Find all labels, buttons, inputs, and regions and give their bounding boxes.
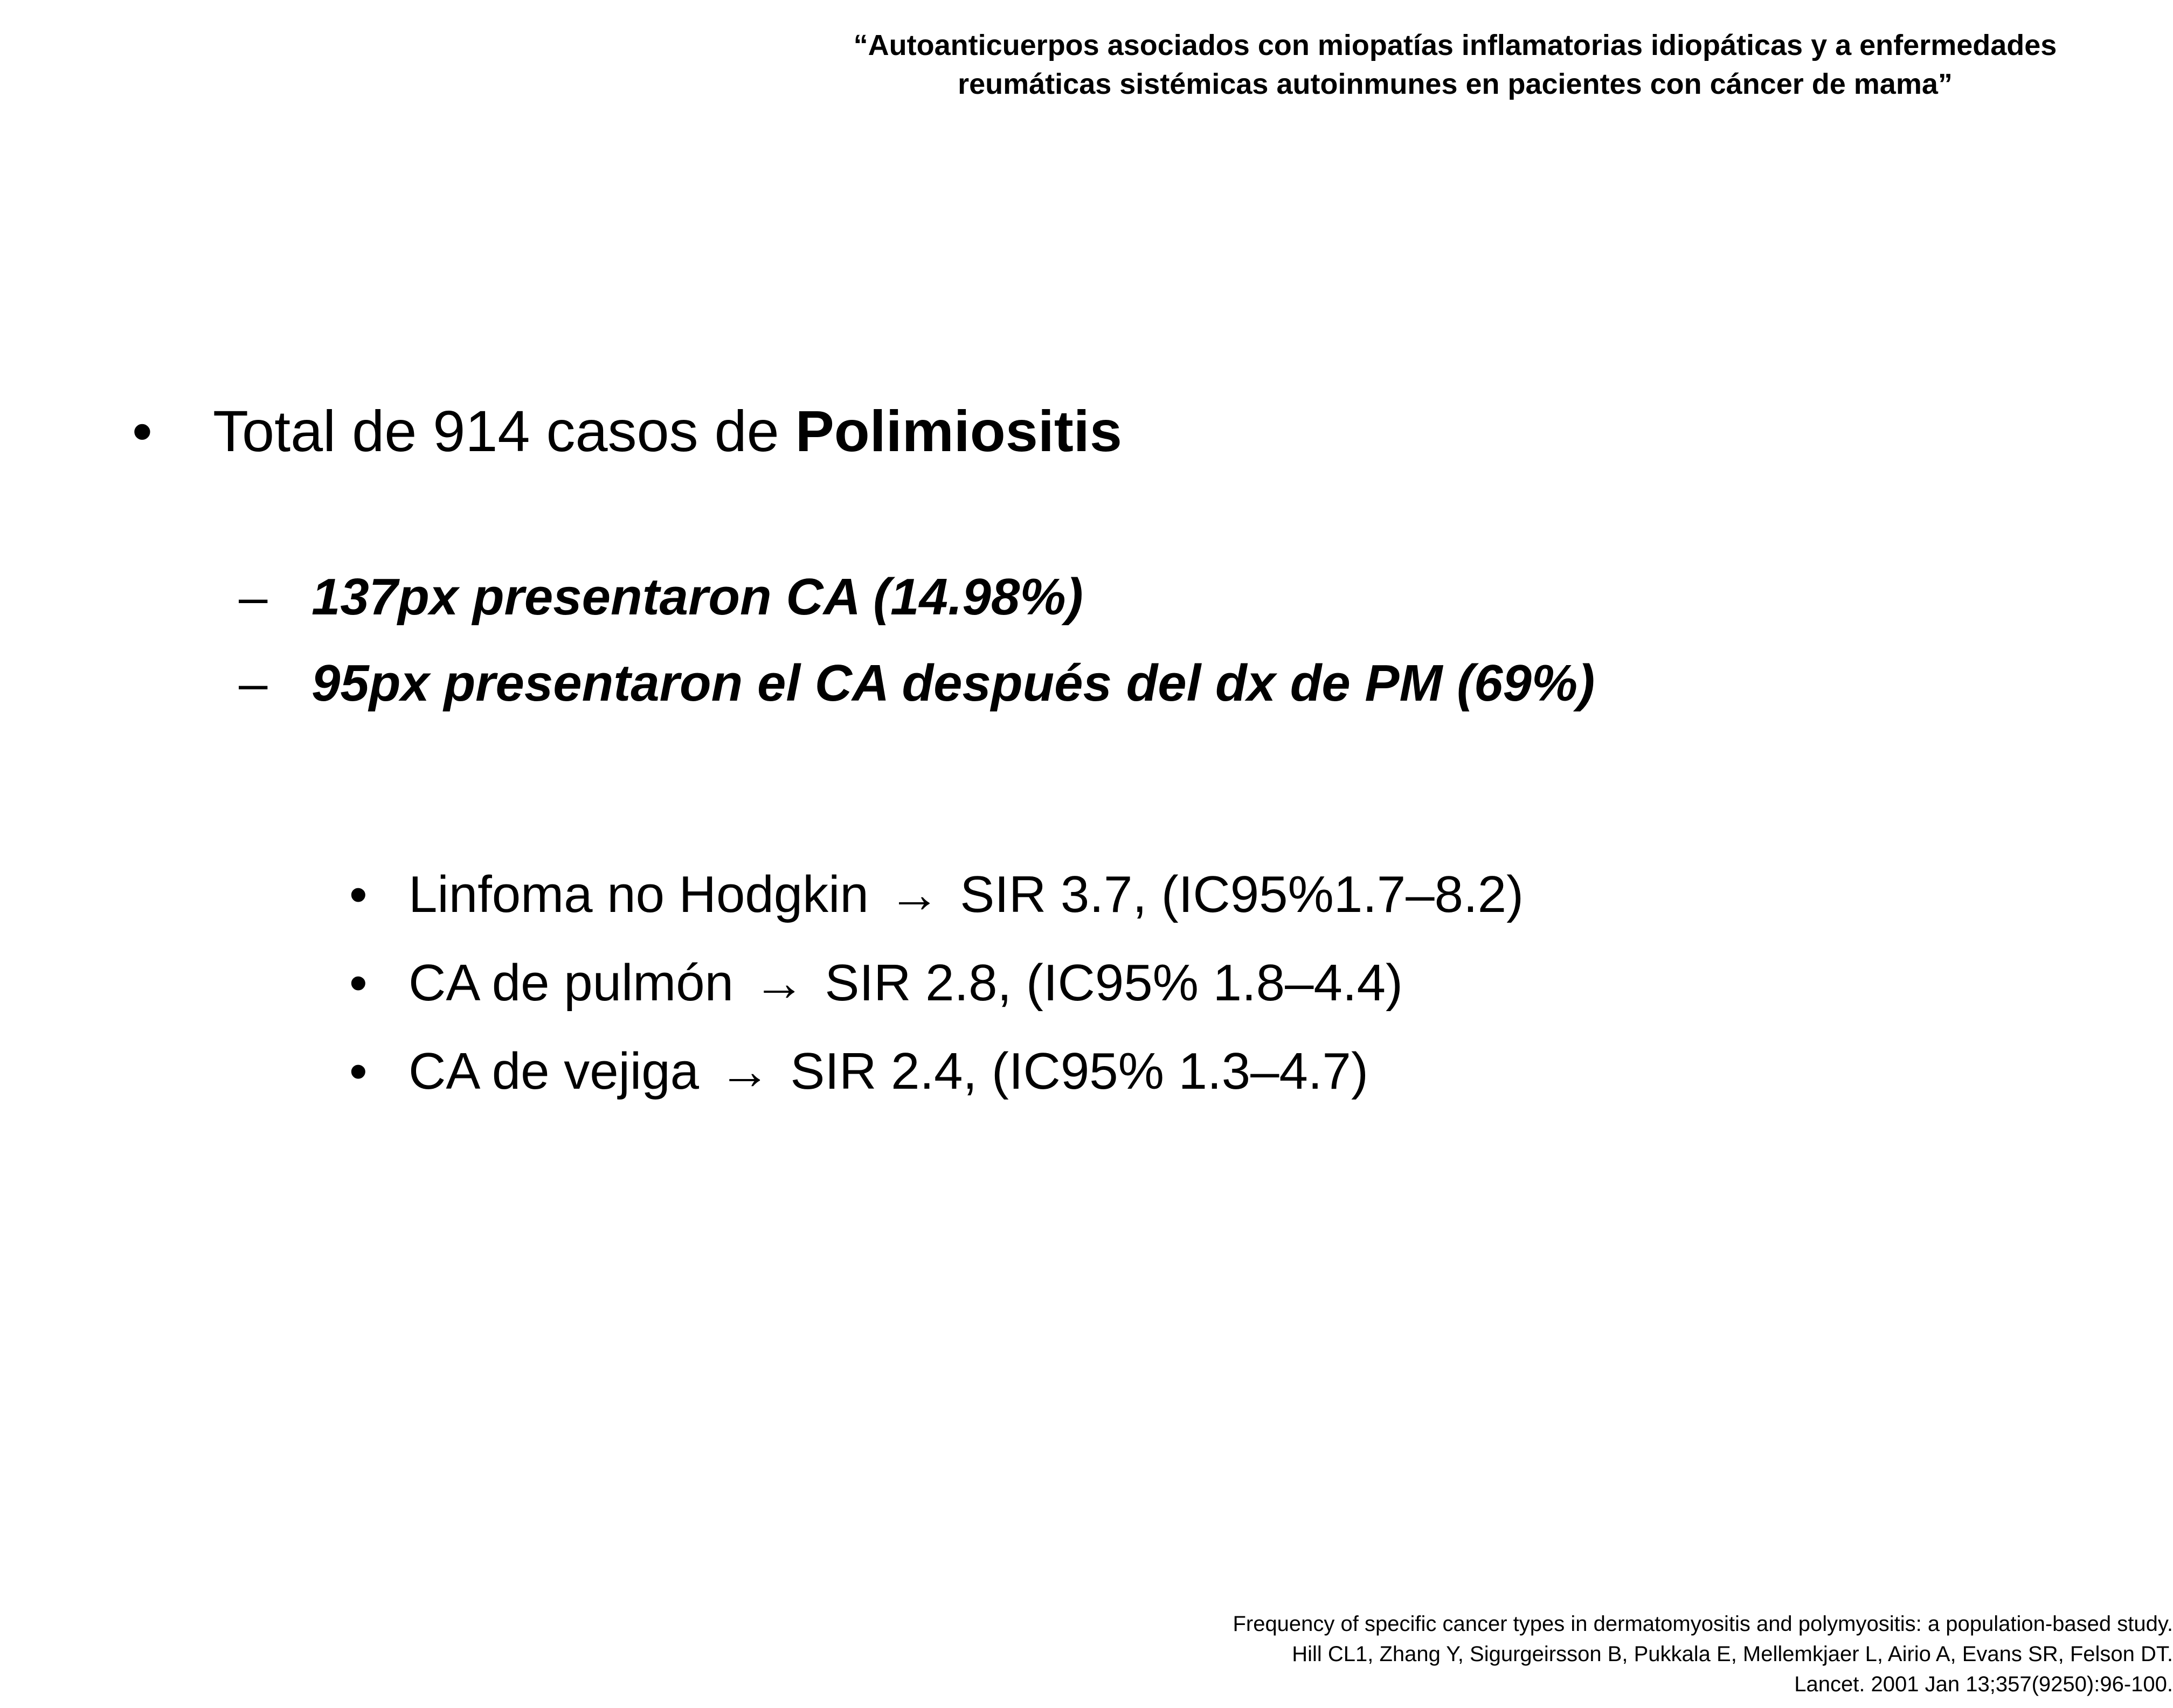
cancer-item-value: SIR 2.4, (IC95% 1.3–4.7) — [790, 1042, 1368, 1100]
cancer-item-value: SIR 3.7, (IC95%1.7–8.2) — [960, 866, 1524, 923]
sub-bullet-cancer-cases — [239, 564, 1083, 631]
sub-bullet-text: 137px presentaron CA (14.98%) — [312, 568, 1083, 626]
header-title-line-1: “Autoanticuerpos asociados con miopatías inflamatorias idiopáticas y a enfermedades — [853, 29, 2057, 61]
citation-authors: Hill CL1, Zhang Y, Sigurgeirsson B, Pukkala E, Mellemkjaer L, Airio A, Evans SR, Felson DT. — [1292, 1642, 2173, 1666]
citation-title: Frequency of specific cancer types in dermatomyositis and polymyositis: a population-based study. — [1233, 1612, 2173, 1636]
citation-journal: Lancet. 2001 Jan 13;357(9250):96-100. — [1794, 1672, 2173, 1696]
cancer-item-label: CA de vejiga — [409, 1042, 700, 1100]
right-arrow-icon: → — [753, 954, 805, 1012]
reference-citation — [880, 1609, 2173, 1699]
cancer-item-lung — [349, 950, 1403, 1016]
right-arrow-icon: → — [718, 1042, 771, 1100]
cancer-item-label: Linfoma no Hodgkin — [409, 866, 869, 923]
bullet-marker: • — [349, 1042, 368, 1100]
bullet-marker: • — [349, 954, 368, 1012]
right-arrow-icon: → — [888, 866, 940, 923]
cancer-item-value: SIR 2.8, (IC95% 1.8–4.4) — [825, 954, 1403, 1012]
dash-marker: – — [239, 568, 268, 626]
cancer-item-lymphoma — [349, 861, 1524, 928]
header-title-line-2: reumáticas sistémicas autoinmunes en pacientes con cáncer de mama” — [958, 68, 1953, 100]
dash-marker: – — [239, 654, 268, 712]
bullet-total-cases-text: Total de 914 casos de — [213, 398, 795, 464]
sub-bullet-text: 95px presentaron el CA después del dx de PM (69%) — [312, 654, 1595, 712]
bullet-marker: • — [349, 866, 368, 923]
cancer-item-label: CA de pulmón — [409, 954, 734, 1012]
bullet-total-cases — [132, 393, 1122, 469]
slide-header-title — [765, 26, 2145, 103]
bullet-marker: • — [132, 398, 153, 464]
cancer-item-bladder — [349, 1038, 1368, 1105]
sub-bullet-cancer-after-dx — [239, 650, 1595, 717]
bullet-total-cases-bold: Polimiositis — [795, 398, 1122, 464]
